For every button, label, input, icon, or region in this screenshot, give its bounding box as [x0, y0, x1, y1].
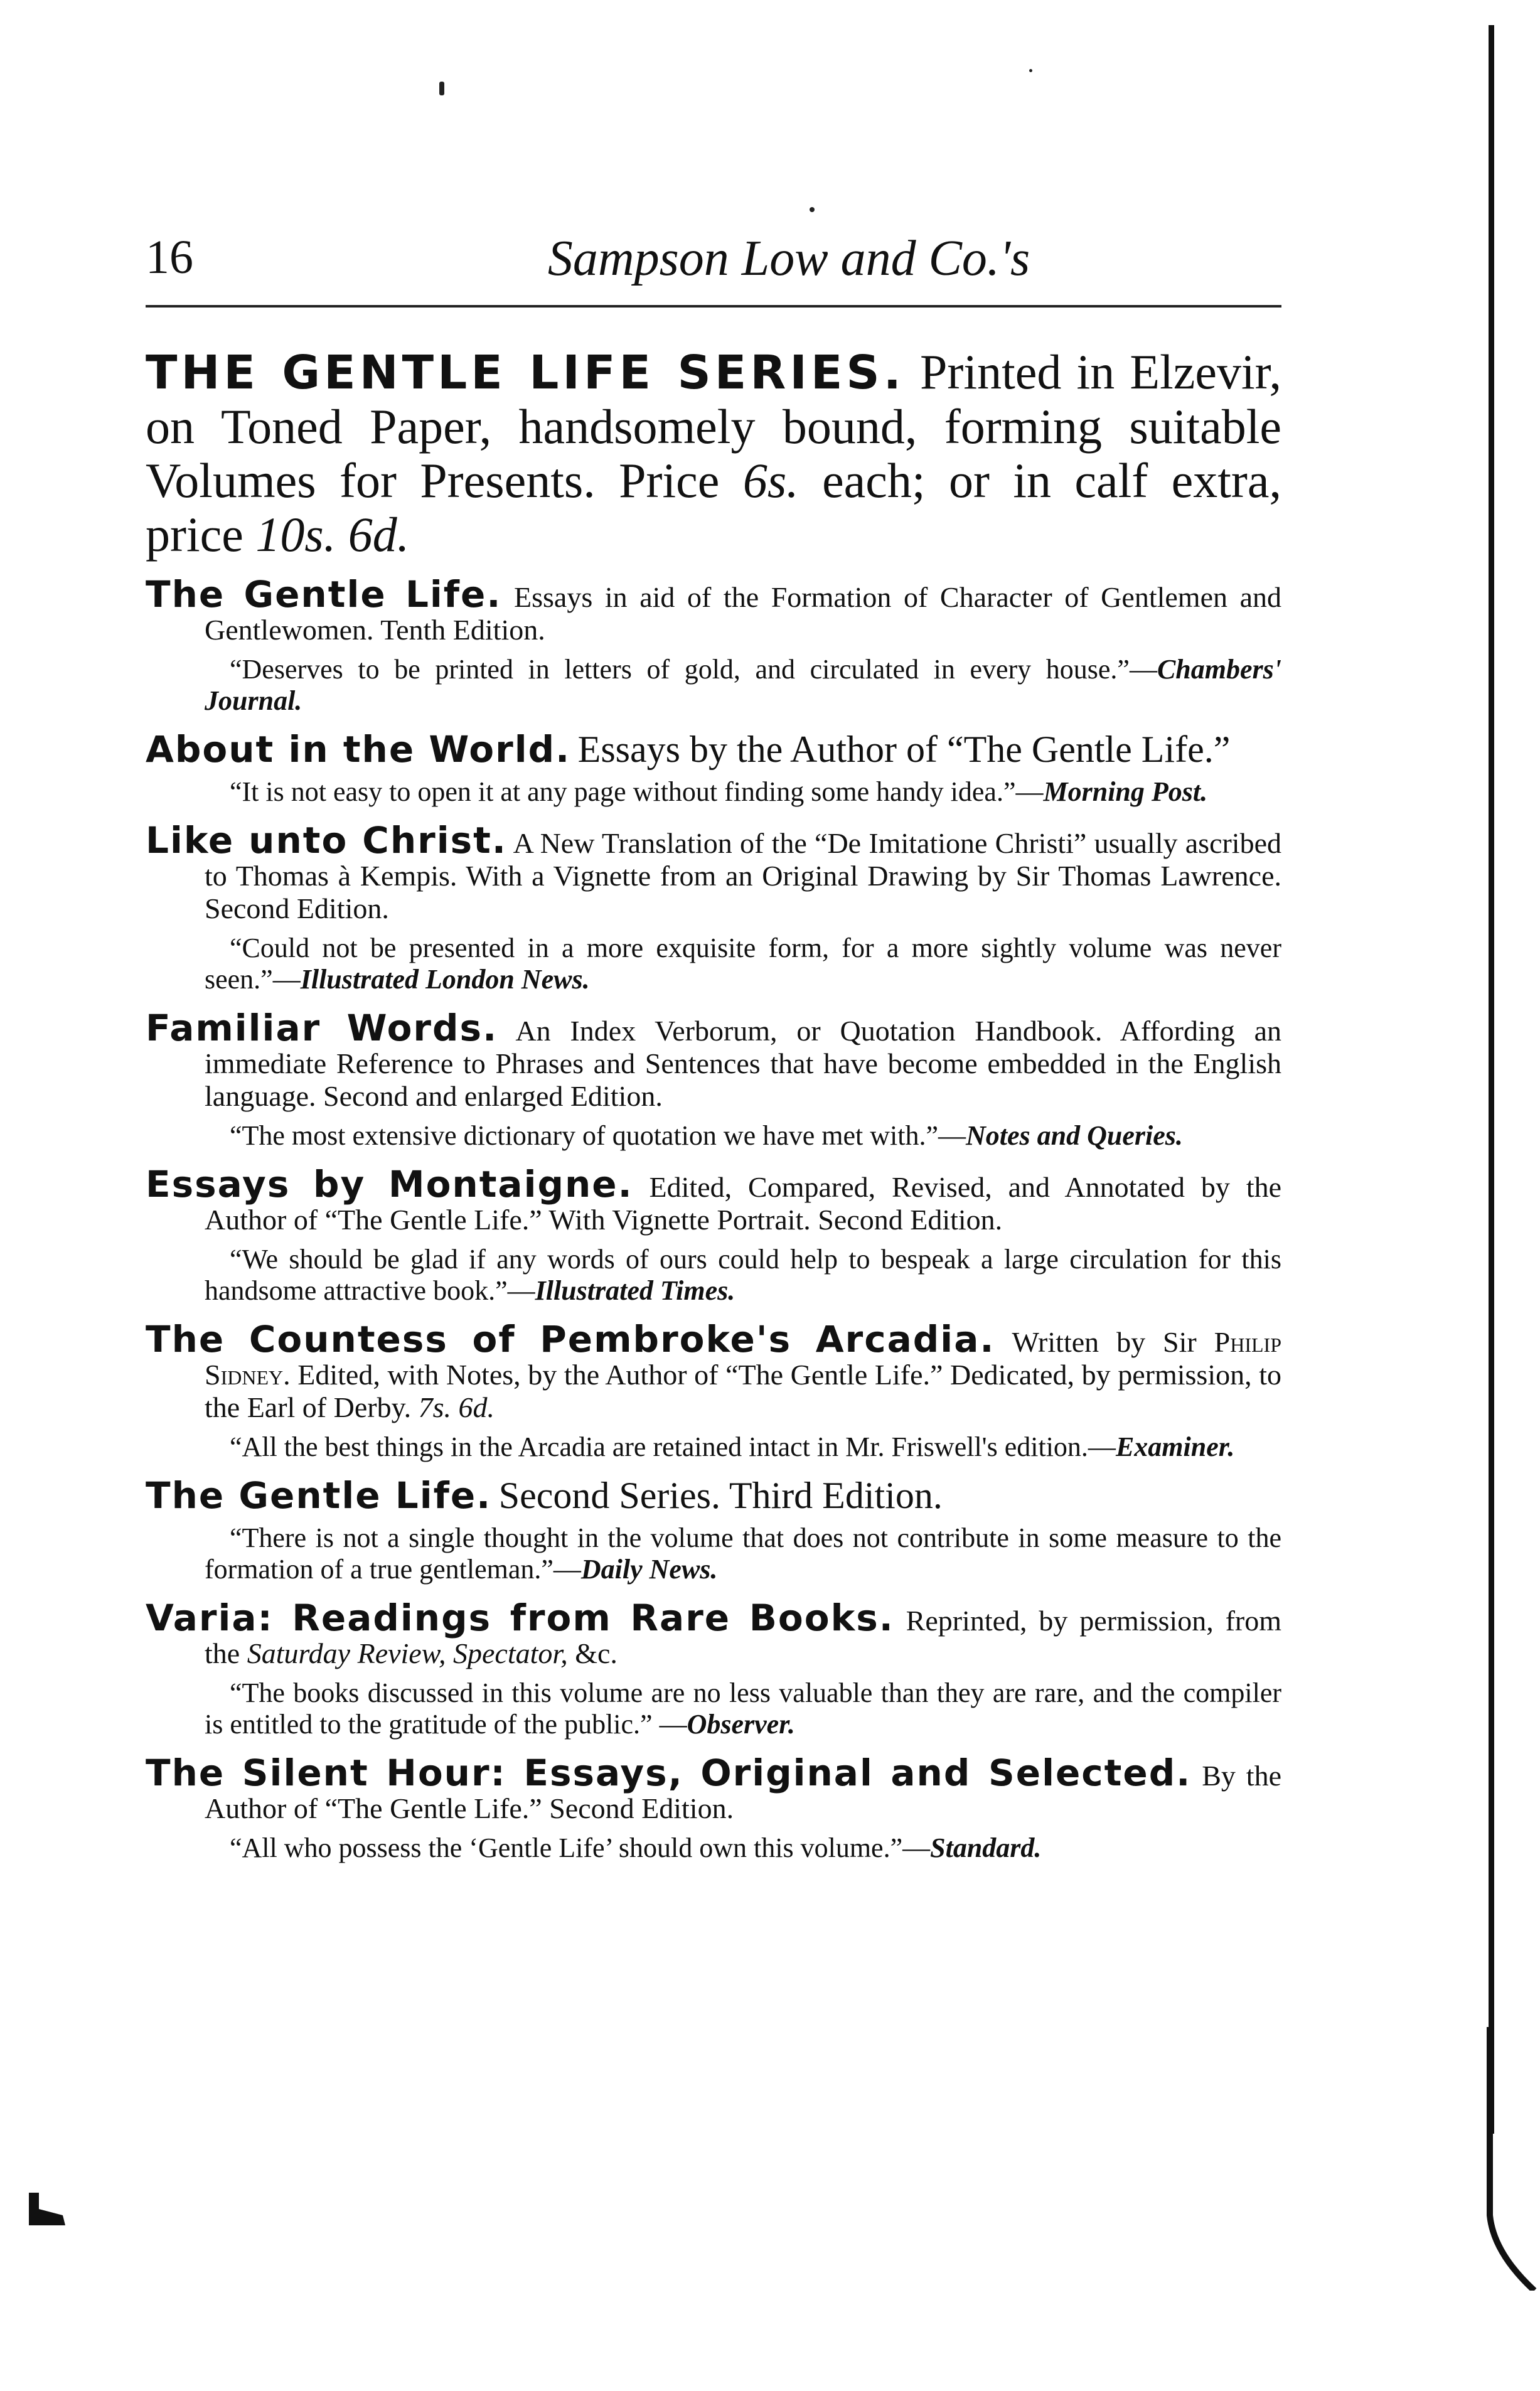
quote-source: Notes and Queries. — [966, 1120, 1183, 1151]
quote-text: “All who possess the ‘Gentle Life’ should own this volume.”— — [230, 1832, 931, 1863]
quote-text: “It is not easy to open it at any page without finding some handy idea.”— — [230, 776, 1044, 807]
entry-body — [146, 819, 1281, 925]
quote-source: Illustrated London News. — [300, 964, 590, 995]
pointing-hand-icon — [25, 2190, 69, 2228]
entry-title: The Gentle Life. — [146, 573, 502, 616]
entry-body — [146, 1474, 1281, 1517]
entry-title: Like unto Christ. — [146, 819, 507, 862]
quote-source: Standard. — [930, 1832, 1042, 1863]
book-entry — [146, 1597, 1281, 1740]
entry-price: 7s. 6d. — [418, 1391, 495, 1423]
entry-title: Essays by Montaigne. — [146, 1163, 633, 1206]
quote-source: Observer. — [687, 1709, 795, 1740]
entry-description: A New Translation of the “De Imitatione Christi” usually ascribed to Thomas à Kempis. With a Vignette from an Original Drawing by Sir Thomas Lawrence. Second Edition. — [205, 827, 1281, 924]
entry-body — [146, 1163, 1282, 1236]
quote-source: Examiner. — [1115, 1431, 1235, 1462]
quote-text: “All the best things in the Arcadia are retained intact in Mr. Friswell's edition.— — [230, 1431, 1116, 1462]
quote-text: “Deserves to be printed in letters of gold, and circulated in every house.”— — [230, 654, 1157, 685]
review-quote — [146, 1832, 1281, 1864]
entry-title: About in the World. — [146, 728, 571, 771]
book-entry — [146, 1474, 1281, 1585]
quote-source: Illustrated Times. — [535, 1275, 735, 1306]
entry-title: Varia: Readings from Rare Books. — [146, 1597, 894, 1639]
entry-title: The Silent Hour: Essays, Original and Selected. — [146, 1752, 1192, 1794]
quote-source: Daily News. — [580, 1554, 718, 1585]
entry-description: Essays in aid of the Formation of Character of Gentlemen and Gentlewomen. Tenth Edition. — [205, 581, 1282, 646]
entry-description-italic: Saturday Review, Spectator, — [247, 1637, 568, 1669]
book-entry — [146, 1007, 1281, 1152]
review-quote — [146, 1431, 1281, 1463]
intro-price-1: 6s. — [742, 453, 799, 508]
quote-text: “There is not a single thought in the volume that does not contribute in some measure to the formation of a true gentleman.”— — [205, 1522, 1281, 1585]
page-edge-shadow — [1489, 25, 1494, 2134]
catalogue-content — [146, 326, 1281, 1864]
entry-description: Second Series. Third Edition. — [498, 1475, 943, 1516]
intro-text-2: each; or in calf extra, price — [146, 453, 1282, 562]
entry-title: Familiar Words. — [146, 1007, 498, 1049]
review-quote — [146, 1522, 1281, 1585]
running-title: Sampson Low and Co.'s — [547, 231, 1030, 286]
quote-source: Morning Post. — [1043, 776, 1208, 807]
entry-body — [146, 1318, 1282, 1424]
quote-text: “The most extensive dictionary of quotation we have met with.”— — [230, 1120, 966, 1151]
quote-source: Chambers' Journal. — [205, 654, 1281, 716]
book-entry — [146, 819, 1281, 995]
scan-speck — [810, 207, 815, 212]
review-quote — [146, 1244, 1281, 1307]
review-quote — [146, 933, 1281, 995]
entry-description: An Index Verborum, or Quotation Handbook. Affording an immediate Reference to Phrases and Sentences that have become embedded in the English language. Second and enlarged Edition. — [205, 1015, 1281, 1112]
entry-body — [146, 1752, 1281, 1825]
review-quote — [146, 1677, 1281, 1740]
scan-speck — [1029, 69, 1032, 72]
entry-body — [146, 1597, 1281, 1670]
review-quote — [146, 1120, 1281, 1152]
review-quote — [146, 776, 1281, 808]
entry-description: By the Author of “The Gentle Life.” Second Edition. — [205, 1760, 1281, 1824]
book-entry — [146, 1163, 1282, 1307]
entry-author-name: Philip Sidney. — [205, 1326, 1282, 1391]
entry-body — [146, 728, 1281, 771]
entry-description-pre: Written by Sir — [1012, 1326, 1197, 1358]
page-number: 16 — [146, 231, 193, 284]
entry-title: The Countess of Pembroke's Arcadia. — [146, 1318, 995, 1361]
quote-text: “We should be glad if any words of ours could help to bespeak a large circulation for this handsome attractive book.”— — [205, 1244, 1281, 1306]
entry-description-end: &c. — [575, 1637, 618, 1669]
entry-body — [146, 573, 1282, 646]
book-entry — [146, 728, 1281, 808]
header-rule — [146, 305, 1281, 308]
entry-description: Reprinted, by permission, from the — [205, 1605, 1281, 1669]
quote-text: “Could not be presented in a more exquisite form, for a more sightly volume was never seen.”— — [205, 933, 1281, 995]
book-entry — [146, 1752, 1281, 1864]
quote-text: “The books discussed in this volume are no less valuable than they are rare, and the compiler is entitled to the gratitude of the public.” — — [205, 1677, 1281, 1740]
book-entry — [146, 1318, 1282, 1463]
entry-description: Essays by the Author of “The Gentle Life.” — [577, 729, 1231, 770]
book-entry — [146, 573, 1282, 717]
page-edge-curve — [1481, 2027, 1537, 2291]
intro-text-1: Printed in Elzevir, on Toned Paper, handsomely bound, forming suitable Volumes for Presents. Price — [146, 345, 1281, 508]
scan-speck — [439, 82, 444, 95]
entry-body — [146, 1007, 1281, 1113]
series-intro — [146, 345, 1281, 562]
entry-title: The Gentle Life. — [146, 1474, 492, 1517]
entry-description: Edited, with Notes, by the Author of “The Gentle Life.” Dedicated, by permission, to the Earl of Derby. — [205, 1359, 1282, 1423]
series-heading: THE GENTLE LIFE SERIES. — [146, 346, 905, 400]
intro-price-2: 10s. 6d. — [255, 507, 410, 562]
entry-description: Edited, Compared, Revised, and Annotated by the Author of “The Gentle Life.” With Vignette Portrait. Second Edition. — [205, 1171, 1282, 1236]
review-quote — [146, 654, 1281, 717]
